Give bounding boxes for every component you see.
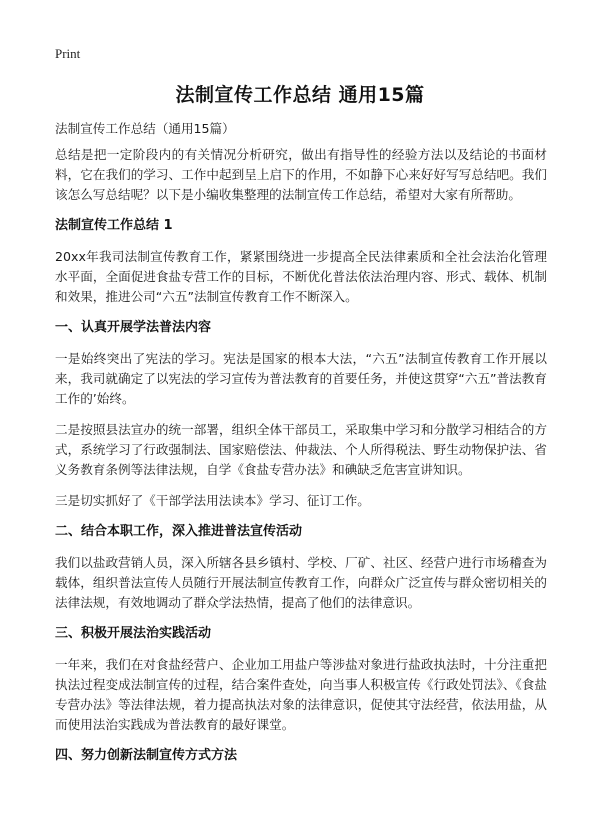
- document-title: 法制宣传工作总结 通用15篇: [175, 84, 425, 106]
- section-title: 法制宣传工作总结 1: [55, 218, 173, 233]
- heading-4: 四、努力创新法制宣传方式方法: [55, 748, 238, 763]
- document-subtitle: 法制宣传工作总结（通用15篇）: [55, 121, 235, 136]
- paragraph-1b: 二是按照县法宣办的统一部署，组织全体干部员工，采取集中学习和分散学习相结合的方式，系统学习了行政强制法、国家赔偿法、仲裁法、个人所得税法、野生动物保护法、省义务教育条例等法律法规，自学《食盐专营办法》和碘缺乏危害宣讲知识。: [55, 422, 547, 477]
- intro-paragraph: 总结是把一定阶段内的有关情况分析研究，做出有指导性的经验方法以及结论的书面材料，它在我们的学习、工作中起到呈上启下的作用，不如静下心来好好写写总结吧。我们该怎么写总结呢？以下是小编收集整理的法制宣传工作总结，希望对大家有所帮助。: [55, 147, 547, 202]
- print-link[interactable]: Print: [55, 46, 81, 61]
- heading-2: 二、结合本职工作，深入推进普法宣传活动: [55, 524, 303, 539]
- paragraph-1a: 一是始终突出了宪法的学习。宪法是国家的根本大法，“六五”法制宣传教育工作开展以来，我司就确定了以宪法的学习宣传为普法教育的首要任务，并使这贯穿“六五”普法教育工作的’始终。: [55, 351, 547, 406]
- document-body: [55, 119, 547, 777]
- section-intro-paragraph: 20xx年我司法制宣传教育工作，紧紧围绕进一步提高全民法律素质和全社会法治化管理水平面，全面促进食盐专营工作的目标，不断优化普法依法治理内容、形式、载体、机制和效果，推进公司“六五”法制宣传教育工作不断深入。: [55, 249, 547, 304]
- paragraph-3: 一年来，我们在对食盐经营户、企业加工用盐户等涉盐对象进行盐政执法时，十分注重把执法过程变成法制宣传的过程，结合案件查处，向当事人积极宣传《行政处罚法》、《食盐专营办法》等法律法规，着力提高执法对象的法律意识，促使其守法经营，依法用盐，从而使用法治实践成为普法教育的最好课堂。: [55, 657, 547, 732]
- paragraph-2: 我们以盐政营销人员，深入所辖各县乡镇村、学校、厂矿、社区、经营户进行市场稽查为载体，组织普法宣传人员随行开展法制宣传教育工作，向群众广泛宣传与群众密切相关的法律法规，有效地调动了群众学法热情，提高了他们的法律意识。: [55, 555, 547, 610]
- heading-1: 一、认真开展学法普法内容: [55, 320, 212, 335]
- paragraph-1c: 三是切实抓好了《干部学法用法读本》学习、征订工作。: [55, 493, 370, 508]
- heading-3: 三、积极开展法治实践活动: [55, 626, 212, 641]
